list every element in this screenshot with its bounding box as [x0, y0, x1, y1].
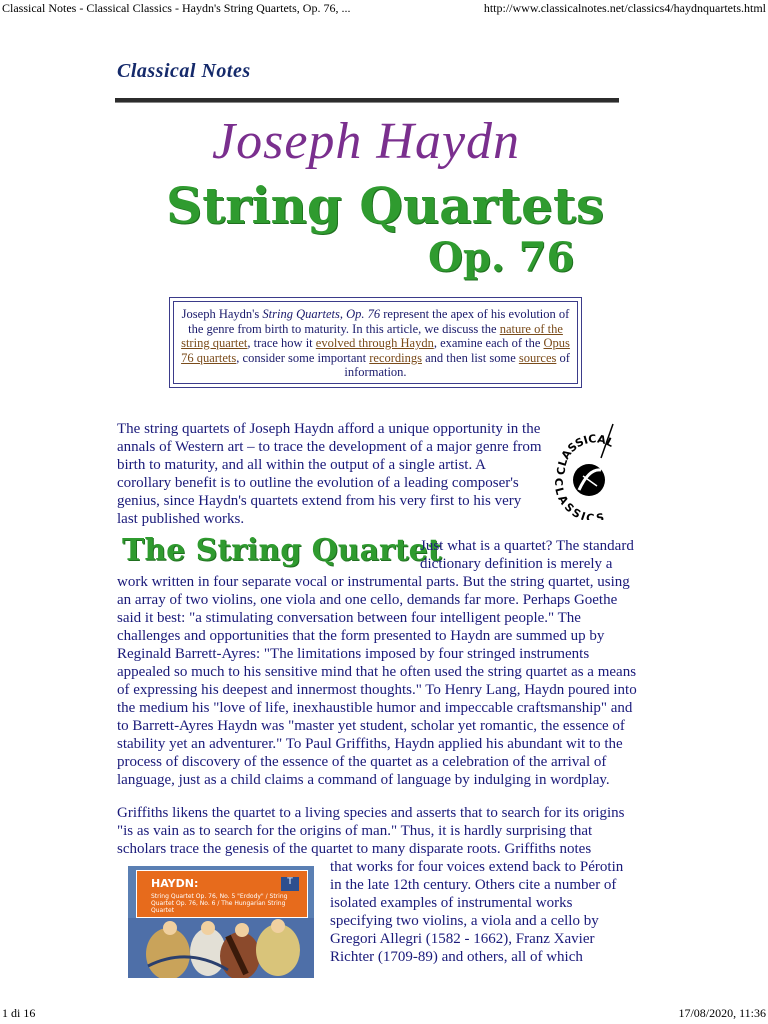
badge-top-text: CLASSICAL: [554, 432, 616, 476]
classical-notes-logo[interactable]: [117, 60, 257, 86]
title-composer: Joseph Haydn: [212, 113, 521, 170]
record-label-logo: T: [281, 877, 299, 891]
link-recordings[interactable]: recordings: [369, 350, 422, 365]
link-opus-76-quartets[interactable]: Opus 76 quartets: [181, 336, 570, 365]
abstract-text: of information.: [344, 350, 570, 379]
print-header: [0, 0, 768, 16]
header-rule: [115, 98, 619, 103]
paragraph-quartet-definition: [117, 537, 637, 789]
logo-text: Classical Notes: [117, 60, 251, 82]
badge-bottom-text: CLASSICS: [553, 477, 606, 520]
album-artwork: [128, 866, 314, 978]
abstract-text: , trace how it: [247, 336, 316, 350]
page-title-banner: [160, 112, 610, 292]
paragraph-text: Just what is a quartet? The standard dictionary definition is merely a work written in four separate vocal or instrumental parts. But the string quartet, using an array of two violins, one viola and one cello, demands far more. Perhaps Goethe said it best: "a stimulating conversation between four intelligent people." The challenges and opportunities that the form presented to Haydn are summed up by Reginald Barrett-Ayres: "The limitations imposed by four stringed instruments appealed so much to his sensitive mind that he often used the string quartet as a means of expressing his deepest and innermost thoughts." To Henry Lang, Haydn poured into the medium his "love of life, inexhaustible humor and impeccable craftsmanship" and to Barrett-Ayres Haydn was "master yet student, scholar yet romantic, the essence of stability yet an adventurer." To Paul Griffiths, Haydn applied his abundant wit to the process of discovery of the essence of the quartet as a celebration of the arrival of language, just as a child claims a command of language by indulging in wordplay.: [117, 538, 637, 788]
abstract-text: represent the apex of his evolution of the genre from birth to maturity. In this article, we discuss the: [188, 307, 570, 336]
print-header-url: http://www.classicalnotes.net/classics4/haydnquartets.html: [483, 1, 766, 15]
link-nature-of-quartet[interactable]: nature of the string quartet: [181, 321, 563, 350]
abstract-box: [169, 297, 582, 388]
abstract-text: , consider some important: [236, 350, 370, 365]
abstract-text: and then list some: [422, 350, 519, 365]
print-datetime: 17/08/2020, 11:36: [678, 1006, 766, 1020]
page-number: 1 di 16: [2, 1006, 36, 1020]
print-header-title: Classical Notes - Classical Classics - Haydn's String Quartets, Op. 76, ...: [2, 1, 351, 15]
section-heading-string-quartet: The String Quartet: [122, 533, 442, 568]
album-cover-image: [128, 866, 314, 978]
title-work: String Quartets: [166, 176, 605, 235]
intro-paragraph: The string quartets of Joseph Haydn afford a unique opportunity in the annals of Western art – to trace the development of a major genre from birth to maturity, and all within the output of a single artist. A corollary benefit is to outline the evolution of a leading composer's genius, since Haydn's quartets extend from his very first to his very last published works.: [117, 421, 542, 527]
abstract-text: , examine each of the: [433, 336, 544, 350]
link-sources[interactable]: sources: [518, 350, 557, 365]
abstract-work-title: String Quartets, Op. 76: [262, 307, 381, 321]
abstract-text: Joseph Haydn's: [181, 307, 263, 321]
paragraph-origins-continued: that works for four voices extend back to Pérotin in the late 12th century. Others cite a number of isolated examples of instrumental works specifying two violins, a viola and a cello by Gregori Allegri (1582 - 1662), Franz Xavier Richter (1709-89) and others, all of which: [330, 859, 624, 965]
album-subtitle: String Quartet Op. 76, No. 5 "Erdody" / String Quartet Op. 76, No. 6 / The Hungarian String Quartet: [151, 893, 288, 914]
paragraph-origins: Griffiths likens the quartet to a living species and asserts that to search for its origins "is as vain as to search for the origins of man." Thus, it is hardly surprising that scholars trace the genesis of the quartet to many disparate roots. Griffiths notes: [117, 805, 625, 857]
title-opus: Op. 76: [428, 234, 575, 281]
classical-classics-icon: [553, 420, 633, 520]
classical-classics-badge: [553, 420, 633, 520]
print-footer: [0, 1006, 768, 1022]
heading-spacer: [117, 537, 420, 573]
link-evolved-through-haydn[interactable]: evolved through Haydn: [315, 336, 434, 350]
album-title: HAYDN:: [151, 877, 199, 890]
